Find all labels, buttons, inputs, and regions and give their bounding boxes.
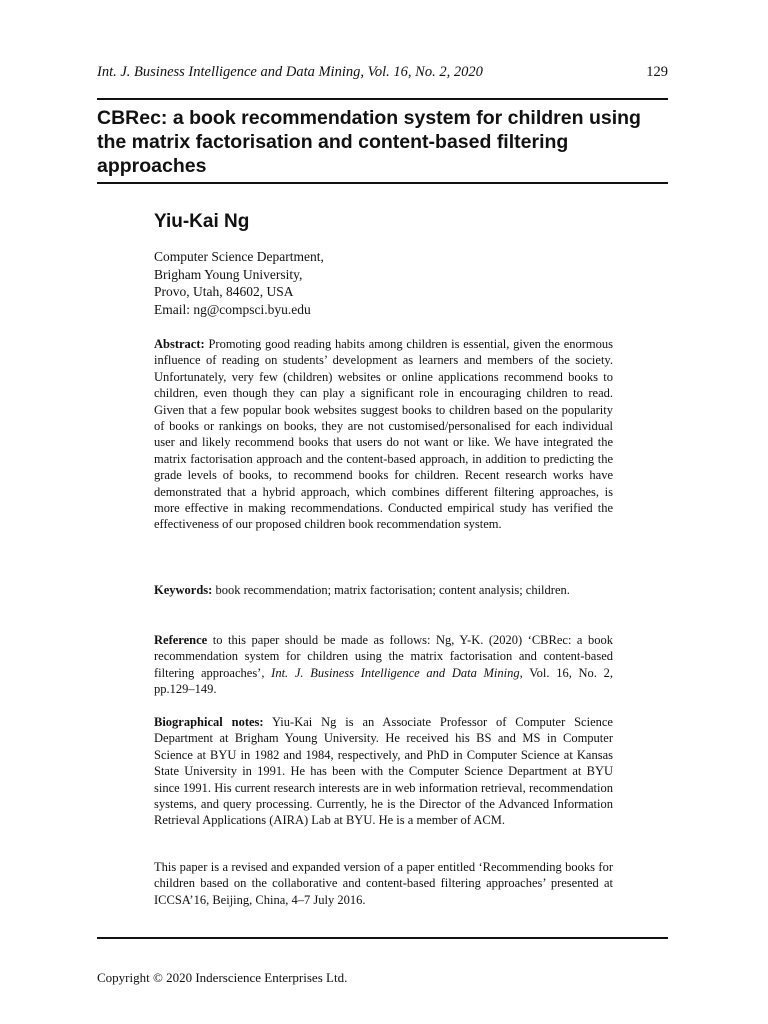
reference-journal: Int. J. Business Intelligence and Data Mining xyxy=(271,665,520,680)
revision-note: This paper is a revised and expanded version of a paper entitled ‘Recommending books for children based on the collaborative and content-based filtering approaches’ presented at ICCSA’16, Beijing, China, 4–7 July 2016. xyxy=(154,860,613,907)
keywords-text: book recommendation; matrix factorisation; content analysis; children. xyxy=(215,583,570,597)
paper-title: CBRec: a book recommendation system for children using the matrix factorisation and content-based filtering approaches xyxy=(97,107,641,177)
title-rule xyxy=(97,182,668,184)
reference-label: Reference xyxy=(154,633,208,647)
reference-text: to this paper should be made as follows: Ng, Y-K. (2020) ‘CBRec: a book recommendation system for children using the matrix factorisation and content-based filtering approaches’, xyxy=(154,633,613,680)
abstract xyxy=(154,336,613,533)
biographical-notes xyxy=(154,714,613,829)
page-number: 129 xyxy=(646,64,668,80)
top-rule xyxy=(97,98,668,100)
affiliation-university: Brigham Young University, xyxy=(154,266,303,282)
copyright-footer: Copyright © 2020 Inderscience Enterprises Ltd. xyxy=(97,970,348,985)
author-affiliation xyxy=(154,248,324,318)
bio-text: Yiu-Kai Ng is an Associate Professor of Computer Science Department at Brigham Young University. He received his BS and MS in Computer Science at BYU in 1982 and 1984, respectively, and PhD in Computer Science at Kansas State University in 1991. He has been with the Computer Science Department at BYU since 1991. His current research interests are in web information retrieval, recommendation systems, and query processing. Currently, he is the Director of the Advanced Information Retrieval Applications (AIRA) Lab at BYU. He is a member of ACM. xyxy=(154,715,613,828)
keywords xyxy=(154,582,613,598)
keywords-label: Keywords: xyxy=(154,583,213,597)
affiliation-address: Provo, Utah, 84602, USA xyxy=(154,284,294,299)
reference-volume: , Vol. 16, No. 2, pp.129–149. xyxy=(154,665,613,697)
affiliation-department: Computer Science Department, xyxy=(154,249,324,264)
bottom-rule xyxy=(97,937,668,939)
running-header xyxy=(97,64,668,81)
abstract-label: Abstract: xyxy=(154,337,205,351)
affiliation-email: Email: ng@compsci.byu.edu xyxy=(154,301,311,317)
reference xyxy=(154,632,613,698)
author-name: Yiu-Kai Ng xyxy=(154,211,250,232)
bio-label: Biographical notes: xyxy=(154,715,264,729)
journal-citation: Int. J. Business Intelligence and Data Mining, Vol. 16, No. 2, 2020 xyxy=(97,64,483,80)
abstract-text: Promoting good reading habits among children is essential, given the enormous influence of reading on students’ development as learners and members of the society. Unfortunately, very few (children) websites or online applications recommend books to children, even though they can play a significant role in encouraging children to read. Given that a few popular book websites suggest books to children based on the popularity of books or rankings on books, they are not customised/personalised for each individual user and likely recommend books that users do not want or like. We have integrated the matrix factorisation approach and the content-based approach, in addition to predicting the grade levels of books, to recommend books for children. Recent research works have demonstrated that a hybrid approach, which combines different filtering approaches, is more effective in making recommendations. Conducted empirical study has verified the effectiveness of our proposed children book recommendation system. xyxy=(154,337,613,532)
